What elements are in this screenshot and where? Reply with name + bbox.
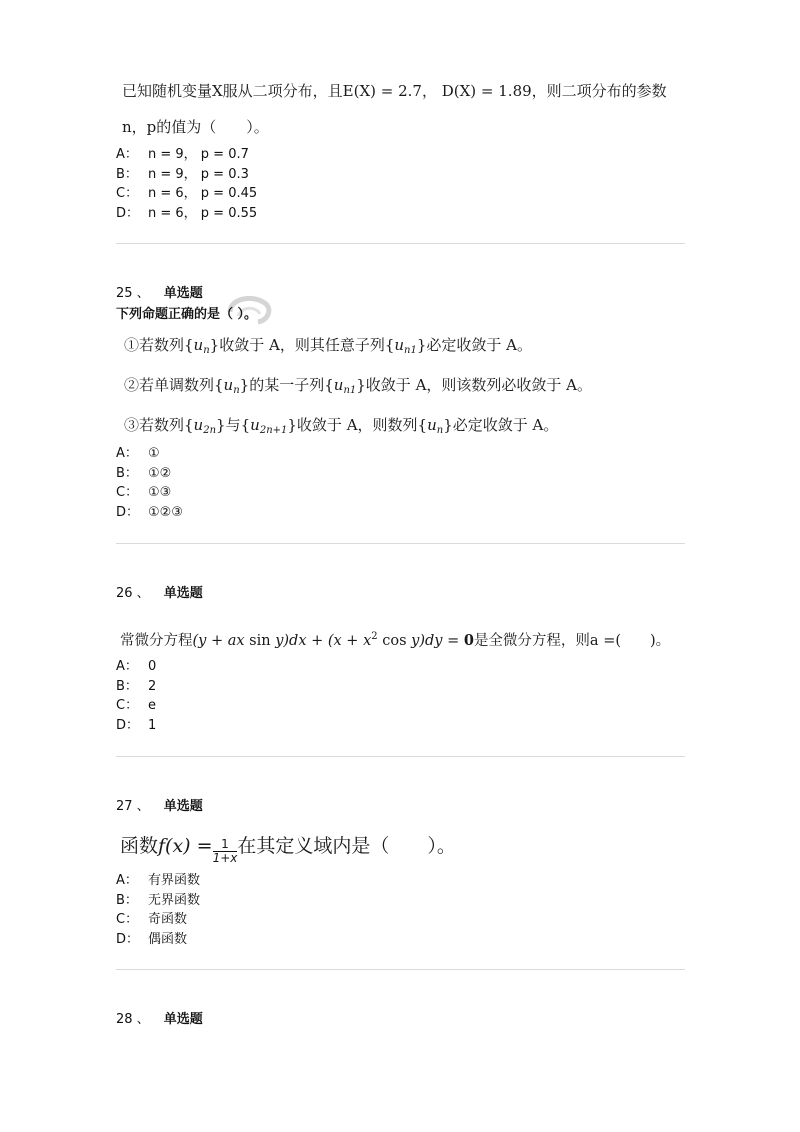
- q26-option-c[interactable]: C： e: [116, 698, 156, 713]
- q25-statement-1: ①若数列$\{u_n\}$收敛于 A，则其任意子列$\{u_{n1}\}$必定收敛于 A。: [124, 336, 533, 356]
- divider: [116, 243, 685, 244]
- q24-option-a[interactable]: A： n = 9， p = 0.7: [116, 147, 249, 162]
- q26-stem: 常微分方程(y + ax $\sin y)dx + (x + x^2$ cos y)dy = 0是全微分方程，则a =( )。: [120, 631, 671, 649]
- q27-number: 27 、: [116, 799, 150, 814]
- q25-statement-2: ②若单调数列$\{u_n\}$的某一子列$\{u_{n1}\}$收敛于 A，则该数列必收敛于 A。: [124, 376, 593, 396]
- q26-header: [116, 582, 203, 601]
- q25-number: 25 、: [116, 286, 150, 301]
- q28-number: 28 、: [116, 1012, 150, 1027]
- q27-fraction: $\frac{1}{1+x}$: [212, 837, 238, 865]
- q25-option-b[interactable]: B： ①②: [116, 465, 172, 481]
- divider: [116, 543, 685, 544]
- q25-type: 单选题: [163, 286, 203, 301]
- q25-header: [116, 282, 203, 301]
- q26-option-a[interactable]: A： 0: [116, 659, 157, 674]
- q27-option-d[interactable]: D： 偶函数: [116, 931, 188, 947]
- q24-option-b[interactable]: B： n = 9， p = 0.3: [116, 166, 249, 182]
- q27-option-b[interactable]: B： 无界函数: [116, 892, 201, 908]
- q28-type: 单选题: [163, 1012, 203, 1027]
- q25-option-c[interactable]: C： ①③: [116, 485, 172, 500]
- q27-option-c[interactable]: C： 奇函数: [116, 912, 188, 927]
- q24-option-c[interactable]: C： n = 6， p = 0.45: [116, 186, 258, 201]
- q26-options: [116, 657, 156, 735]
- q24-option-d[interactable]: D： n = 6， p = 0.55: [116, 205, 258, 221]
- q26-number: 26 、: [116, 586, 150, 601]
- q27-type: 单选题: [163, 799, 203, 814]
- divider: [116, 756, 685, 757]
- q27-options: [116, 871, 200, 949]
- q27-stem: 函数f(x) = $\frac{1}{1+x}$ 在其定义域内是（ ）。: [120, 835, 456, 865]
- q27-header: [116, 795, 203, 814]
- q24-stem-line1: 已知随机变量X服从二项分布，且E(X) = 2.7， D(X) = 1.89，则二项分布的参数: [122, 82, 667, 100]
- q25-options: [116, 444, 183, 522]
- q25-statement-3: ③若数列$\{u_{2n}\}$与$\{u_{2n+1}\}$收敛于 A，则数列$\{u_n\}$必定收敛于 A。: [124, 416, 559, 436]
- q25-option-a[interactable]: A： ①: [116, 446, 160, 461]
- q25-prompt: 下列命题正确的是（ ）。: [116, 307, 258, 322]
- q26-option-d[interactable]: D： 1: [116, 717, 157, 733]
- q26-type: 单选题: [163, 586, 203, 601]
- q28-header: [116, 1008, 203, 1027]
- q24-options: [116, 145, 257, 223]
- divider: [116, 969, 685, 970]
- q24-stem-line2: n，p的值为（ ）。: [122, 118, 269, 136]
- q25-option-d[interactable]: D： ①②③: [116, 504, 183, 520]
- q27-option-a[interactable]: A： 有界函数: [116, 873, 201, 888]
- q26-option-b[interactable]: B： 2: [116, 678, 157, 694]
